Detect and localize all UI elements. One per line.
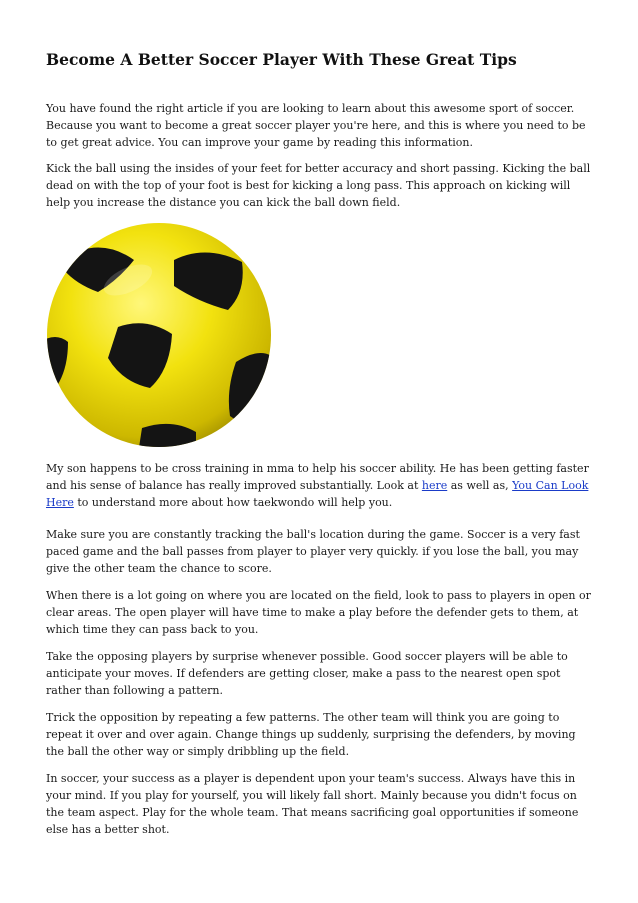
soccer-ball-image [46, 222, 272, 448]
soccer-ball-icon [46, 222, 272, 448]
paragraph-text: to understand more about how taekwondo will help you. [73, 496, 393, 509]
paragraph-text: as well as, [447, 479, 513, 492]
article-title: Become A Better Soccer Player With These Great Tips [46, 50, 517, 69]
paragraph-team: In soccer, your success as a player is dependent upon your team's success. Always have this in your mind. If you play for yourself, you will likely fall short. Mainly because you didn't focus on the team aspect. Play for the whole team. That means sacrificing goal opportunities if someone else has a better shot. [46, 772, 579, 836]
paragraph-patterns: Trick the opposition by repeating a few patterns. The other team will think you are going to repeat it over and over again. Change things up suddenly, surprising the defenders, by moving the ball the other way or simply dribbling up the field. [46, 711, 576, 758]
paragraph-kicking: Kick the ball using the insides of your feet for better accuracy and short passing. Kicking the ball dead on with the top of your foot is best for kicking a long pass. This approach on kicking will help you increase the distance you can kick the ball down field. [46, 162, 591, 209]
paragraph-intro: You have found the right article if you are looking to learn about this awesome sport of soccer. Because you want to become a great soccer player you're here, and this is where you need to be to get great advice. You can improve your game by reading this information. [46, 102, 586, 149]
paragraph-text: My son happens to be cross training in mma to help his soccer ability. He has been getting faster and his sense of balance has really improved substantially. Look at [46, 462, 589, 492]
here-link[interactable]: here [421, 479, 448, 492]
paragraph-tracking: Make sure you are constantly tracking the ball's location during the game. Soccer is a very fast paced game and the ball passes from player to player very quickly. if you lose the ball, you may give the other team the chance to score. [46, 528, 580, 575]
paragraph-surprise: Take the opposing players by surprise whenever possible. Good soccer players will be able to anticipate your moves. If defenders are getting closer, make a pass to the nearest open spot rather than following a pattern. [46, 650, 568, 697]
paragraph-cross-training [46, 460, 594, 511]
you-can-look-here-link[interactable]: You Can Look Here [46, 479, 589, 509]
paragraph-open-areas: When there is a lot going on where you are located on the field, look to pass to players in open or clear areas. The open player will have time to make a play before the defender gets to them, at which time they can pass back to you. [46, 589, 591, 636]
